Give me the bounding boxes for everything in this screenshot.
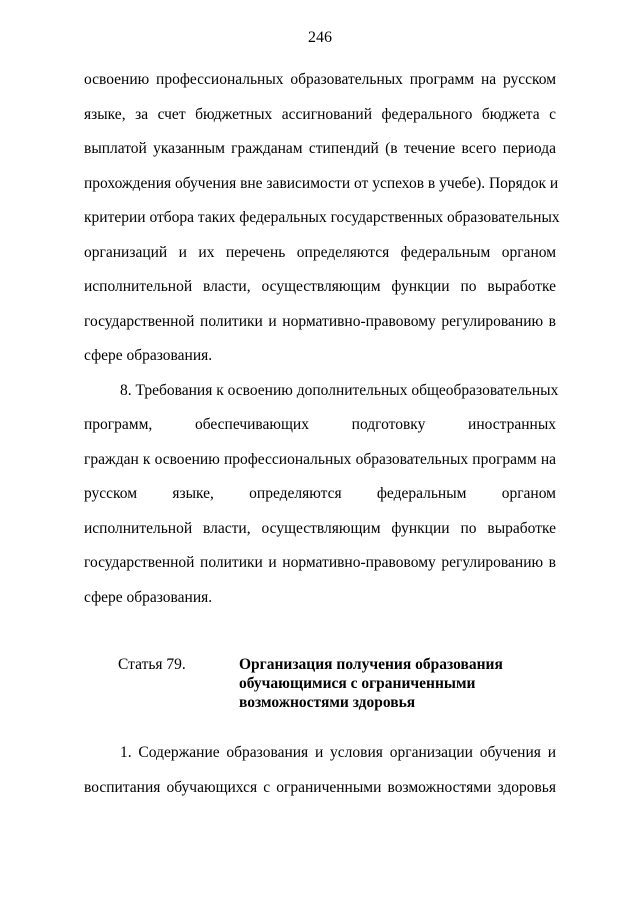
text-line: русском языке, определяются федеральным органом [84, 485, 556, 502]
article-text [84, 736, 556, 805]
text-line: государственной политики и нормативно-правовому регулированию в [84, 554, 556, 571]
text-line: 1. Содержание образования и условия организации обучения и [120, 744, 556, 761]
text-line: языке, за счет бюджетных ассигнований федерального бюджета с [84, 105, 556, 123]
text-line: граждан к освоению профессиональных образовательных программ на [84, 450, 556, 468]
main-text [84, 63, 560, 615]
article-title-line: Организация получения образования [239, 656, 503, 673]
text-line: сфере образования. [84, 347, 213, 364]
text-line: сфере образования. [84, 588, 213, 606]
text-line: прохождения обучения вне зависимости от успехов в учебе). Порядок и [84, 174, 559, 192]
text-line: исполнительной власти, осуществляющим функции по выработке [84, 278, 556, 295]
page-number: 246 [308, 29, 332, 46]
article-title-line: возможностями здоровья [239, 694, 416, 711]
text-line: критерии отбора таких федеральных государственных образовательных [84, 209, 560, 226]
paragraph-2 [84, 374, 559, 616]
text-line: выплатой указанным гражданам стипендий (в течение всего периода [84, 140, 556, 157]
text-line: исполнительной власти, осуществляющим функции по выработке [84, 519, 556, 537]
article-title-line: обучающимися с ограниченными [239, 675, 476, 692]
text-line: 8. Требования к освоению дополнительных общеобразовательных [120, 381, 559, 399]
text-line: освоению профессиональных образовательных программ на русском [84, 71, 556, 88]
text-line: организаций и их перечень определяются федеральным органом [84, 243, 556, 261]
text-line: программ, обеспечивающих подготовку иностранных [84, 416, 556, 433]
text-line: воспитания обучающихся с ограниченными возможностями здоровья [84, 778, 556, 796]
article-number: Статья 79. [118, 656, 186, 673]
article-title [239, 655, 559, 712]
paragraph-3 [84, 736, 556, 805]
text-line: государственной политики и нормативно-правовому регулированию в [84, 312, 556, 330]
paragraph-1 [84, 63, 560, 374]
